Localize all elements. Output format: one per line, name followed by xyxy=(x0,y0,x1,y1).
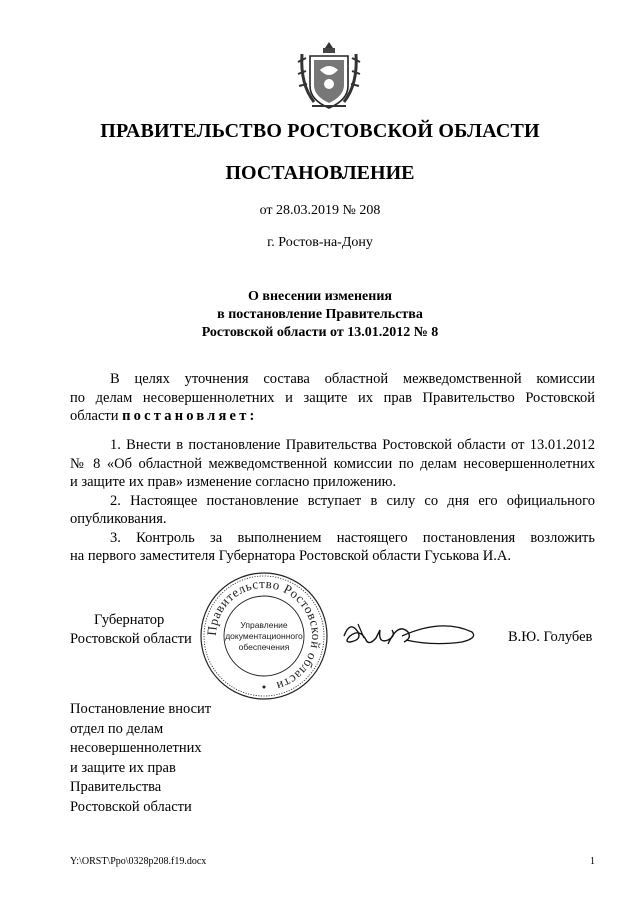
item-1-line: 1. Внести в постановление Правительства Ростовской области от 13.01.2012 xyxy=(110,437,595,453)
stamp-inner-line: обеспечения xyxy=(238,642,290,652)
preamble-paragraph xyxy=(70,370,595,426)
note-line: отдел по делам xyxy=(70,720,164,737)
note-line: Правительства xyxy=(70,779,162,795)
document-type: ПОСТАНОВЛЕНИЕ xyxy=(225,162,415,184)
resolution-items xyxy=(70,436,595,566)
item-3-line: 3. Контроль за выполнением настоящего постановления возложить xyxy=(110,529,595,546)
preamble-line: по делам несовершеннолетних и защите их прав Правительство Ростовской xyxy=(70,389,595,406)
handwritten-signature xyxy=(338,614,478,654)
position-line: Ростовской области xyxy=(70,631,192,647)
preamble-line: В целях уточнения состава областной межведомственной комиссии xyxy=(110,371,595,387)
item-2-line: опубликования. xyxy=(70,511,167,527)
stamp-inner-line: Управление xyxy=(240,620,288,630)
city-line: г. Ростов-на-Дону xyxy=(267,235,373,250)
note-line: и защите их прав xyxy=(70,759,176,776)
item-1-line: № 8 «Об областной межведомственной комиссии по делам несовершеннолетних xyxy=(70,455,595,472)
signatory-name: В.Ю. Голубев xyxy=(508,629,593,645)
subject-line: О внесении изменения xyxy=(248,289,392,304)
submitter-note xyxy=(70,700,211,817)
subject-line: Ростовской области от 13.01.2012 № 8 xyxy=(201,325,439,340)
stamp-inner-line: документационного xyxy=(225,631,303,641)
resolves-word: постановляет: xyxy=(122,408,258,424)
note-line: несовершеннолетних xyxy=(70,740,202,756)
rostov-oblast-coat-of-arms-icon xyxy=(296,40,362,112)
page-number: 1 xyxy=(590,856,595,867)
official-seal-stamp xyxy=(198,570,330,702)
preamble-line-prefix: области xyxy=(70,408,123,424)
item-2-line: 2. Настоящее постановление вступает в силу со дня его официального xyxy=(110,492,595,509)
preamble-line xyxy=(70,407,595,426)
date-and-number: от 28.03.2019 № 208 xyxy=(259,203,381,218)
file-path-footer: Y:\ORST\Ppo\0328p208.f19.docx xyxy=(70,856,207,867)
item-1-line: и защите их прав» изменение согласно приложению. xyxy=(70,474,397,490)
government-title: ПРАВИТЕЛЬСТВО РОСТОВСКОЙ ОБЛАСТИ xyxy=(100,120,540,142)
signatory-position xyxy=(70,611,192,649)
note-line: Постановление вносит xyxy=(70,701,212,717)
position-line: Губернатор xyxy=(94,612,165,628)
document-subject xyxy=(0,288,640,342)
subject-line: в постановление Правительства xyxy=(217,307,423,322)
note-line: Ростовской области xyxy=(70,798,192,815)
item-3-line: на первого заместителя Губернатора Ростовской области Гуськова И.А. xyxy=(70,548,511,564)
stamp-ring-text: Правительство Ростовской области xyxy=(203,575,325,695)
